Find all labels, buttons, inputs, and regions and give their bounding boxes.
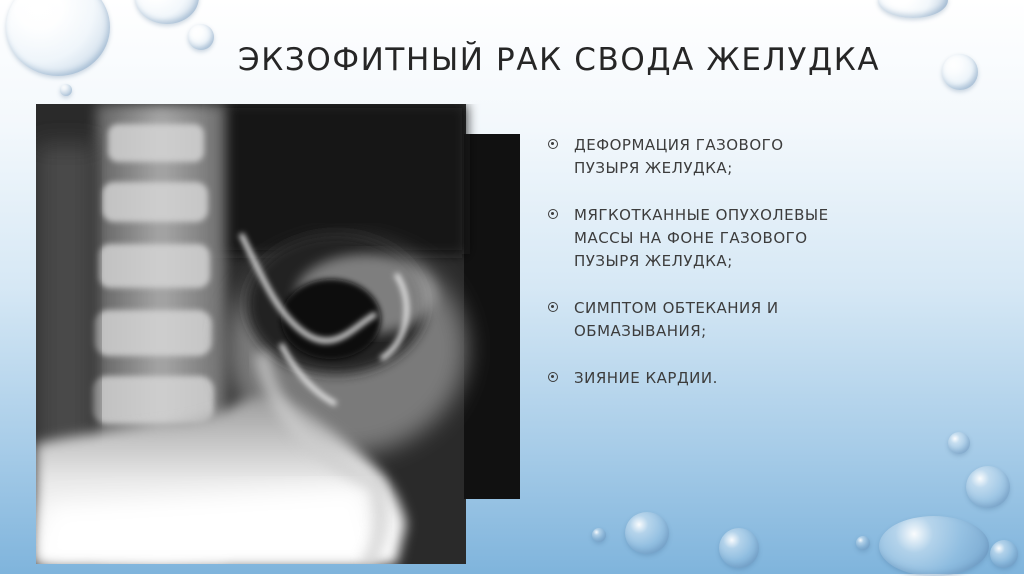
bullet-text: МЯГКОТКАННЫЕ ОПУХОЛЕВЫЕ МАССЫ НА ФОНЕ ГАЗОВОГО ПУЗЫРЯ ЖЕЛУДКА;: [574, 206, 829, 270]
xray-image: [36, 104, 520, 564]
water-drop: [592, 528, 606, 542]
bullet-item: [548, 367, 848, 390]
bullet-item: [548, 297, 848, 343]
water-drop: [879, 516, 989, 576]
water-drop: [625, 512, 669, 554]
bullet-list: [548, 134, 848, 390]
bullet-item: [548, 134, 848, 180]
water-drop: [135, 0, 199, 24]
water-drop: [60, 84, 72, 96]
circled-dot-icon: [548, 209, 558, 219]
bullet-text: ДЕФОРМАЦИЯ ГАЗОВОГО ПУЗЫРЯ ЖЕЛУДКА;: [574, 136, 784, 177]
circled-dot-icon: [548, 139, 558, 149]
water-drop: [188, 24, 214, 50]
circled-dot-icon: [548, 302, 558, 312]
bullet-text: ЗИЯНИЕ КАРДИИ.: [574, 369, 718, 387]
water-drop: [6, 0, 110, 76]
water-drop: [990, 540, 1018, 568]
water-drop: [878, 0, 948, 18]
water-drop: [719, 528, 759, 568]
bullet-text: СИМПТОМ ОБТЕКАНИЯ И ОБМАЗЫВАНИЯ;: [574, 299, 779, 340]
water-drop: [856, 536, 870, 550]
water-drop: [948, 432, 970, 454]
slide-title: ЭКЗОФИТНЫЙ РАК СВОДА ЖЕЛУДКА: [238, 42, 881, 78]
water-drop: [966, 466, 1010, 508]
bullet-item: [548, 204, 848, 273]
circled-dot-icon: [548, 372, 558, 382]
